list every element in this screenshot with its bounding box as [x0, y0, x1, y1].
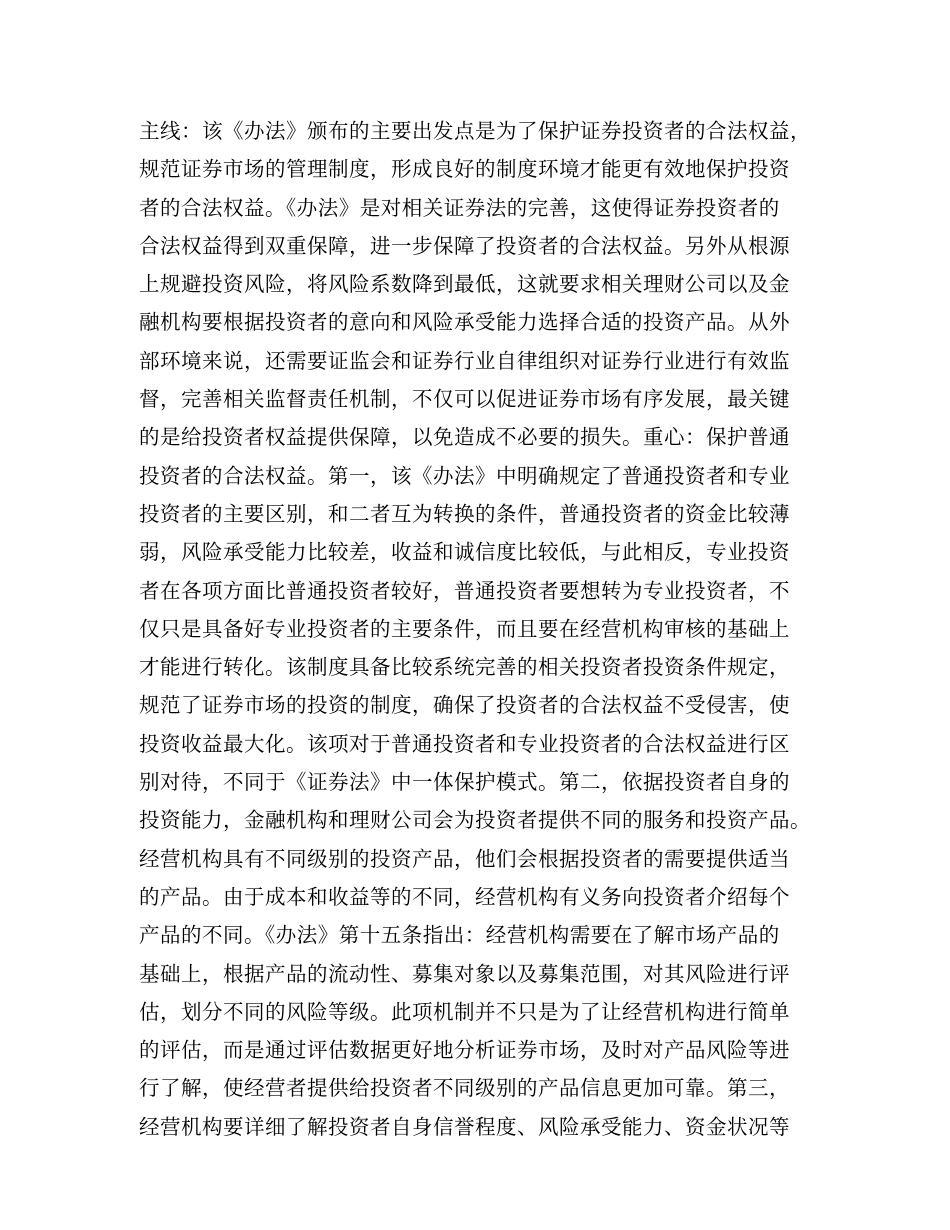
text-line: 投资能力，金融机构和理财公司会为投资者提供不同的服务和投资产品。: [139, 808, 811, 833]
text-line: 投资收益最大化。该项对于普通投资者和专业投资者的合法权益进行区: [139, 731, 790, 756]
text-line: 仅只是具备好专业投资者的主要条件，而且要在经营机构审核的基础上: [139, 616, 790, 641]
text-line: 督，完善相关监督责任机制，不仅可以促进证券市场有序发展，最关键: [139, 387, 790, 412]
text-line: 产品的不同。《办法》第十五条指出：经营机构需要在了解市场产品的: [139, 923, 780, 948]
text-line: 投资者的合法权益。第一，该《办法》中明确规定了普通投资者和专业: [139, 463, 790, 488]
text-line: 投资者的主要区别，和二者互为转换的条件，普通投资者的资金比较薄: [139, 501, 790, 526]
text-line: 经营机构要详细了解投资者自身信誉程度、风险承受能力、资金状况等: [139, 1114, 790, 1139]
text-line: 别对待，不同于《证券法》中一体保护模式。第二，依据投资者自身的: [139, 770, 790, 795]
text-line: 基础上，根据产品的流动性、募集对象以及募集范围，对其风险进行评: [139, 961, 790, 986]
text-line: 的是给投资者权益提供保障，以免造成不必要的损失。重心：保护普通: [139, 425, 790, 450]
text-line: 上规避投资风险，将风险系数降到最低，这就要求相关理财公司以及金: [139, 272, 790, 297]
text-line: 才能进行转化。该制度具备比较系统完善的相关投资者投资条件规定，: [139, 655, 790, 680]
text-line: 弱，风险承受能力比较差，收益和诚信度比较低，与此相反，专业投资: [139, 540, 790, 565]
text-line: 行了解，使经营者提供给投资者不同级别的产品信息更加可靠。第三，: [139, 1076, 790, 1101]
text-line: 经营机构具有不同级别的投资产品，他们会根据投资者的需要提供适当: [139, 846, 790, 871]
text-line: 主线：该《办法》颁布的主要出发点是为了保护证券投资者的合法权益，: [139, 119, 811, 143]
text-line: 规范证券市场的管理制度，形成良好的制度环境才能更有效地保护投资: [139, 157, 790, 182]
text-line: 合法权益得到双重保障，进一步保障了投资者的合法权益。另外从根源: [139, 233, 790, 258]
text-line: 的产品。由于成本和收益等的不同，经营机构有义务向投资者介绍每个: [139, 884, 790, 909]
text-line: 的评估，而是通过评估数据更好地分析证券市场，及时对产品风险等进: [139, 1038, 790, 1063]
text-line: 部环境来说，还需要证监会和证券行业自律组织对证券行业进行有效监: [139, 348, 790, 373]
body-paragraph: [139, 112, 839, 1146]
text-line: 者在各项方面比普通投资者较好，普通投资者要想转为专业投资者，不: [139, 578, 790, 603]
text-line: 者的合法权益。《办法》是对相关证券法的完善，这使得证券投资者的: [139, 195, 780, 220]
text-line: 规范了证券市场的投资的制度，确保了投资者的合法权益不受侵害，使: [139, 693, 790, 718]
text-line: 融机构要根据投资者的意向和风险承受能力选择合适的投资产品。从外: [139, 310, 790, 335]
text-line: 估，划分不同的风险等级。此项机制并不只是为了让经营机构进行简单: [139, 999, 790, 1024]
